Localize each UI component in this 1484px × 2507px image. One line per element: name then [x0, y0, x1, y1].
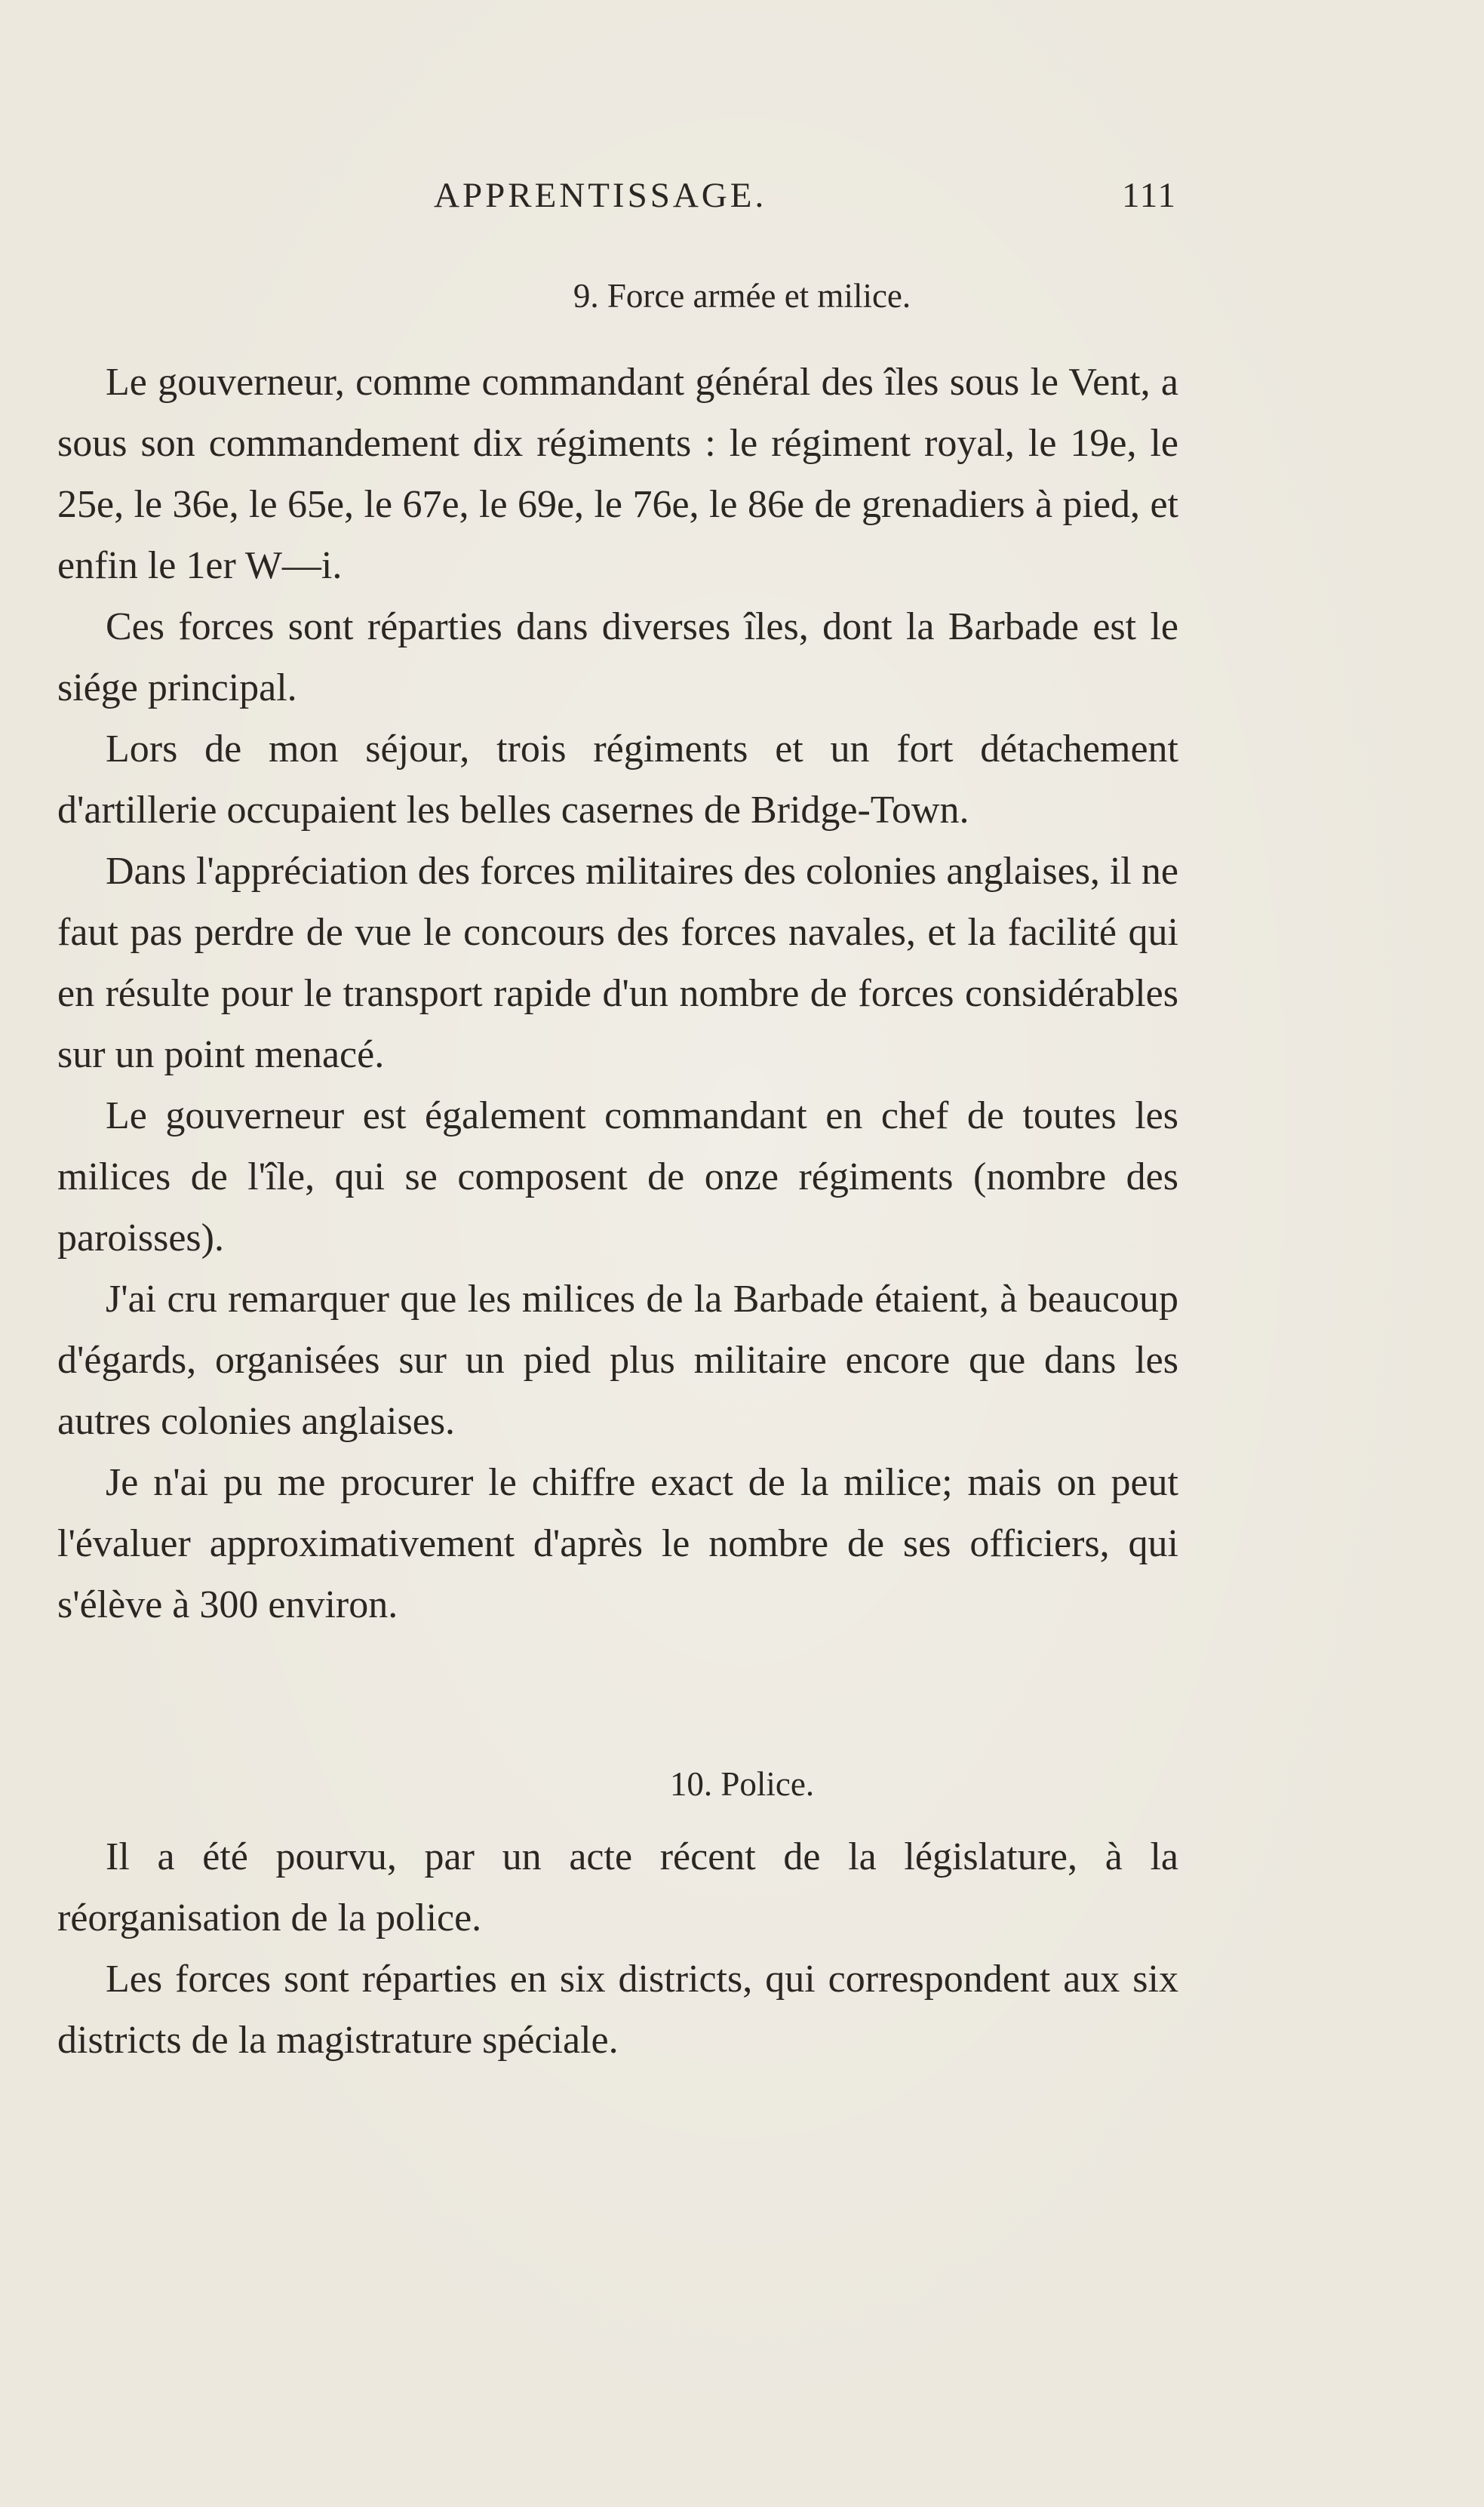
paragraph: J'ai cru remarquer que les milices de la Barbade étaient, à beaucoup d'égards, organisées sur un pied plus militaire encore que dans les autres colonies anglaises.: [57, 1278, 1178, 1443]
paragraph: Lors de mon séjour, trois régiments et un fort détachement d'artillerie occupaient les belles casernes de Bridge-Town.: [57, 727, 1178, 832]
running-header: [434, 175, 1188, 216]
paragraph: Le gouverneur est également commandant en chef de toutes les milices de l'île, qui se composent de onze régiments (nombre des paroisses).: [57, 1094, 1178, 1260]
page-number: 111: [1122, 176, 1178, 215]
section-title-force-armee: 9. Force armée et milice.: [573, 277, 911, 315]
section-title-police: 10. Police.: [669, 1765, 815, 1803]
paragraph: Il a été pourvu, par un acte récent de la législature, à la réorganisation de la police.: [57, 1835, 1178, 1939]
section-body-force-armee: [57, 352, 1178, 1635]
running-title: APPRENTISSAGE.: [434, 176, 767, 215]
section-body-police: [57, 1826, 1178, 2071]
paragraph: Le gouverneur, comme commandant général des îles sous le Vent, a sous son commandement dix régiments : le régiment royal, le 19e, le 25e, le 36e, le 65e, le 67e, le 69e, le 76e, le 86e de grenadiers à pied, et enfin le 1er W—i.: [57, 361, 1178, 587]
paragraph: Ces forces sont réparties dans diverses îles, dont la Barbade est le siége principal.: [57, 605, 1178, 709]
paragraph: Les forces sont réparties en six districts, qui correspondent aux six districts de la magistrature spéciale.: [57, 1958, 1178, 2062]
paragraph: Je n'ai pu me procurer le chiffre exact de la milice; mais on peut l'évaluer approximativement d'après le nombre de ses officiers, qui s'élève à 300 environ.: [57, 1461, 1178, 1626]
paragraph: Dans l'appréciation des forces militaires des colonies anglaises, il ne faut pas perdre de vue le concours des forces navales, et la facilité qui en résulte pour le transport rapide d'un nombre de forces considérables sur un point menacé.: [57, 850, 1178, 1076]
